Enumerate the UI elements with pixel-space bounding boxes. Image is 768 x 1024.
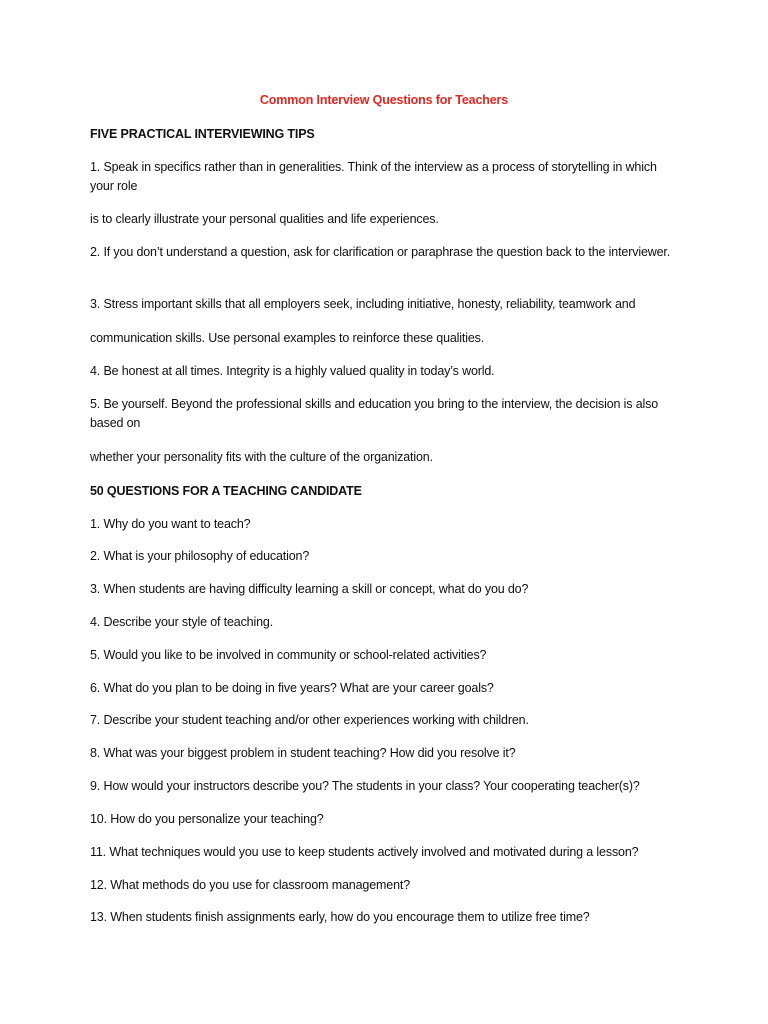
question-3: 3. When students are having difficulty learning a skill or concept, what do you do?: [90, 582, 529, 596]
questions-heading: 50 QUESTIONS FOR A TEACHING CANDIDATE: [90, 484, 362, 498]
question-1: 1. Why do you want to teach?: [90, 517, 251, 531]
tip-5-continued: whether your personality fits with the culture of the organization.: [90, 450, 433, 464]
tips-heading: FIVE PRACTICAL INTERVIEWING TIPS: [90, 127, 315, 141]
question-6: 6. What do you plan to be doing in five years? What are your career goals?: [90, 681, 494, 695]
tip-2: 2. If you don’t understand a question, ask for clarification or paraphrase the question back to the interviewer.: [90, 245, 671, 259]
document-title: Common Interview Questions for Teachers: [259, 93, 509, 107]
tip-4: 4. Be honest at all times. Integrity is a highly valued quality in today’s world.: [90, 364, 495, 378]
question-4: 4. Describe your style of teaching.: [90, 615, 274, 629]
tip-1: 1. Speak in specifics rather than in generalities. Think of the interview as a process of storytelling in which your role: [90, 160, 657, 193]
question-8: 8. What was your biggest problem in student teaching? How did you resolve it?: [90, 746, 516, 760]
question-5: 5. Would you like to be involved in community or school-related activities?: [90, 648, 487, 662]
question-9: 9. How would your instructors describe you? The students in your class? Your cooperating teacher(s)?: [90, 779, 640, 793]
question-10: 10. How do you personalize your teaching?: [90, 812, 324, 826]
tip-1-continued: is to clearly illustrate your personal qualities and life experiences.: [90, 212, 439, 226]
question-13: 13. When students finish assignments early, how do you encourage them to utilize free time?: [90, 910, 590, 924]
tip-5: 5. Be yourself. Beyond the professional skills and education you bring to the interview, the decision is also based on: [90, 397, 659, 430]
question-7: 7. Describe your student teaching and/or other experiences working with children.: [90, 713, 529, 727]
question-12: 12. What methods do you use for classroom management?: [90, 878, 410, 892]
tip-3-continued: communication skills. Use personal examples to reinforce these qualities.: [90, 331, 485, 345]
tip-3: 3. Stress important skills that all employers seek, including initiative, honesty, reliability, teamwork and: [90, 297, 636, 311]
question-11: 11. What techniques would you use to keep students actively involved and motivated during a lesson?: [90, 845, 639, 859]
question-2: 2. What is your philosophy of education?: [90, 549, 310, 563]
